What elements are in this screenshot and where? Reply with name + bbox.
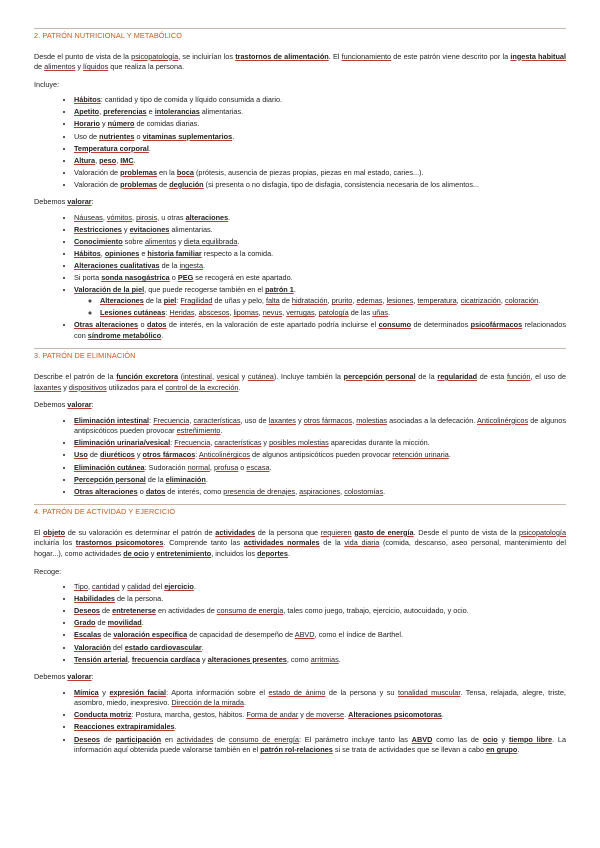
underlined-term: Náuseas bbox=[74, 213, 103, 223]
underlined-term: Heridas bbox=[169, 308, 195, 318]
underlined-term: función bbox=[506, 371, 531, 381]
key-term: Alteraciones bbox=[100, 296, 144, 306]
key-term: en grupo bbox=[486, 745, 518, 755]
key-term: sonda nasogástrica bbox=[101, 273, 170, 283]
underlined-term: estado de ánimo bbox=[268, 687, 326, 697]
underlined-term: Anticolinérgicos bbox=[198, 450, 251, 460]
list-item: • Tensión arterial, frecuencia cardíaca y alteraciones presentes, como arritmias. bbox=[74, 655, 566, 666]
key-term: Hábitos bbox=[74, 95, 101, 105]
underlined-term: alimentos bbox=[44, 62, 76, 72]
key-term: otros fármacos bbox=[142, 450, 196, 460]
underlined-term: uñas bbox=[372, 308, 389, 318]
key-term: peso bbox=[99, 155, 117, 165]
underlined-term: cutánea bbox=[247, 371, 274, 381]
key-term: expresión facial bbox=[109, 687, 167, 697]
list-item: • Eliminación urinaria/vesical: Frecuencia, características y posibles molestias aparecidas durante la micción. bbox=[74, 438, 566, 449]
key-term: historia familiar bbox=[147, 249, 202, 259]
underlined-term: presencia de drenajes bbox=[223, 486, 296, 496]
list-item: • Valoración de la piel, que puede recogerse también en el patrón 1. ◦ Alteraciones de la piel: Fragilidad de uñas y pelo, falta de hidratación, prurito, edemas, lesiones, temperatura, cicatrización, coloración. ◦ Lesiones cutáneas: Heridas, abscesos, lipomas, nevus, verrugas, patología de las uñas. bbox=[74, 285, 566, 318]
underlined-term: estreñimiento bbox=[176, 426, 221, 436]
list-item: • Mímica y expresión facial: Aporta información sobre el estado de ánimo de la persona y su tonalidad muscular. Tensa, relajada, alegre, triste, asombro, miedo, inexpresivo. Dirección de la mirada. bbox=[74, 688, 566, 709]
underlined-term: vida diaria bbox=[344, 538, 380, 548]
key-term: Alteraciones cualitativas bbox=[74, 261, 160, 271]
section-intro: Desde el punto de vista de la psicopatología, se incluirían los trastornos de alimentación. El funcionamiento de este patrón viene descrito por la ingesta habitual de alimentos y líquidos que realiza la persona. bbox=[34, 51, 567, 72]
key-term: piel bbox=[163, 296, 177, 306]
key-term: de ocio bbox=[123, 548, 149, 558]
key-term: Mímica bbox=[74, 687, 99, 697]
underlined-term: tonalidad muscular bbox=[398, 687, 461, 697]
key-term: opiniones bbox=[104, 249, 140, 259]
key-term: percepción personal bbox=[343, 371, 416, 381]
key-term: ocio bbox=[482, 734, 498, 744]
key-term: valoración específica bbox=[113, 630, 188, 640]
key-term: IMC bbox=[120, 155, 134, 165]
list-item: • Si porta sonda nasogástrica o PEG se recogerá en este apartado. bbox=[74, 273, 566, 284]
key-term: eliminación bbox=[165, 474, 206, 484]
list-item: ◦ Alteraciones de la piel: Fragilidad de uñas y pelo, falta de hidratación, prurito, edemas, lesiones, temperatura, cicatrización, coloración. bbox=[100, 296, 566, 307]
key-term: ingesta habitual bbox=[510, 51, 567, 61]
list-item: • Náuseas, vómitos, pirosis, u otras alteraciones. bbox=[74, 213, 566, 224]
section-intro: El objeto de su valoración es determinar el patrón de actividades de la persona que requieren gasto de energía. Desde el punto de vista de la psicopatología incluiría los trastornos psicomotores. Comprende tanto las actividades normales de la vida diaria (comida, descanso, aseo personal, mantenimiento del hogar...), como actividades de ocio y entretenimiento, incluidos los deportes. bbox=[34, 527, 566, 558]
key-term: Conducta motriz bbox=[74, 710, 132, 720]
key-term: alteraciones presentes bbox=[207, 654, 287, 664]
key-term: problemas bbox=[120, 179, 158, 189]
key-term: Horario bbox=[74, 119, 100, 129]
underlined-term: otros fármacos bbox=[303, 415, 353, 425]
section-title: 3. PATRÓN DE ELIMINACIÓN bbox=[34, 351, 136, 361]
key-term: Restricciones bbox=[74, 225, 122, 235]
list-item bbox=[74, 296, 566, 319]
key-term: Deseos bbox=[74, 734, 100, 744]
underlined-term: retención urinaria bbox=[392, 450, 449, 460]
key-term: objeto bbox=[43, 527, 66, 537]
list-item: • Reacciones extrapiramidales. bbox=[74, 722, 566, 733]
key-term: tiempo libre bbox=[508, 734, 553, 744]
key-term: entretenimiento bbox=[156, 548, 212, 558]
list-item: • Uso de diuréticos y otros fármacos: Anticolinérgicos de algunos antipsicóticos pueden provocar retención urinaria. bbox=[74, 450, 566, 461]
list-item: • Escalas de valoración específica de capacidad de desempeño de ABVD, como el índice de Barthel. bbox=[74, 630, 566, 641]
key-term: ejercicio bbox=[164, 582, 194, 592]
key-term: Eliminación intestinal bbox=[74, 415, 150, 425]
key-term: boca bbox=[176, 167, 194, 177]
underlined-term: Frecuencia bbox=[153, 415, 190, 425]
key-term: regularidad bbox=[437, 371, 478, 381]
value-list bbox=[34, 688, 566, 756]
list-item: • Apetito, preferencias e intolerancias alimentarias. bbox=[74, 107, 566, 118]
key-term: preferencias bbox=[103, 107, 147, 117]
key-term: frecuencia cardíaca bbox=[131, 654, 201, 664]
underlined-term: actividades bbox=[176, 734, 214, 744]
list-item: • Otras alteraciones o datos de interés, como presencia de drenajes, aspiraciones, colostomías. bbox=[74, 487, 566, 498]
key-term: participación bbox=[115, 734, 162, 744]
list-item: • Uso de nutrientes o vitaminas suplementarios. bbox=[74, 132, 566, 143]
key-term: valorar bbox=[67, 672, 92, 682]
key-term: Conocimiento bbox=[74, 237, 123, 247]
underlined-term: vómitos bbox=[106, 213, 133, 223]
key-term: actividades bbox=[215, 527, 256, 537]
underlined-term: pirosis bbox=[136, 213, 158, 223]
list-item: • Conducta motriz: Postura, marcha, gestos, hábitos. Forma de andar y de moverse. Alteraciones psicomotoras. bbox=[74, 710, 566, 721]
underlined-term: posibles molestias bbox=[269, 438, 329, 448]
key-term: ABVD bbox=[411, 734, 433, 744]
list-label: Debemos valorar: bbox=[34, 197, 94, 207]
key-term: Otras alteraciones bbox=[74, 320, 139, 330]
list-item: • Conocimiento sobre alimentos y dieta equilibrada. bbox=[74, 237, 566, 248]
underlined-term: aspiraciones bbox=[299, 486, 341, 496]
key-term: trastornos de alimentación bbox=[235, 51, 329, 61]
underlined-term: lipomas bbox=[233, 308, 259, 318]
underlined-term: molestias bbox=[356, 415, 388, 425]
key-term: datos bbox=[147, 320, 167, 330]
list-item: • Deseos de participación en actividades de consumo de energía: El parámetro incluye tanto las ABVD como las de ocio y tiempo libre. La información aquí obtenida puede valorarse también en el patrón rol-relaciones si se trata de actividades que se llevan a cabo en grupo. bbox=[74, 735, 566, 756]
list-label: Debemos valorar: bbox=[34, 400, 94, 410]
underlined-term: coloración bbox=[504, 296, 539, 306]
key-term: psicofármacos bbox=[470, 320, 523, 330]
list-item: • Grado de movilidad. bbox=[74, 618, 566, 629]
underlined-term: Tipo bbox=[74, 582, 88, 592]
underlined-term: cicatrización bbox=[460, 296, 501, 306]
list-item: • Habilidades de la persona. bbox=[74, 594, 566, 605]
key-term: entretenerse bbox=[112, 606, 156, 616]
key-term: Temperatura corporal bbox=[74, 143, 149, 153]
key-term: Valoración de la piel bbox=[74, 285, 145, 295]
key-term: función excretora bbox=[116, 371, 179, 381]
underlined-term: prurito bbox=[331, 296, 353, 306]
list-item: • Altura, peso, IMC. bbox=[74, 156, 566, 167]
list-item: • Tipo, cantidad y calidad del ejercicio. bbox=[74, 582, 566, 593]
underlined-term: Fragilidad bbox=[180, 296, 213, 306]
key-term: intolerancias bbox=[154, 107, 200, 117]
key-term: deportes bbox=[257, 548, 288, 558]
list-label: Incluye: bbox=[34, 79, 60, 89]
underlined-term: dispositivos bbox=[68, 382, 107, 392]
underlined-term: alimentos bbox=[144, 237, 177, 247]
underlined-term: Dirección de la mirada bbox=[171, 698, 244, 708]
key-term: patrón rol-relaciones bbox=[260, 745, 333, 755]
key-term: Uso bbox=[74, 450, 88, 460]
key-term: Grado bbox=[74, 618, 96, 628]
key-term: consumo bbox=[378, 320, 412, 330]
list-item: • Hábitos: cantidad y tipo de comida y líquido consumida a diario. bbox=[74, 95, 566, 106]
key-term: Otras alteraciones bbox=[74, 486, 138, 496]
value-list bbox=[34, 416, 566, 498]
list-item: • Eliminación cutánea: Sudoración normal, profusa o escasa. bbox=[74, 463, 566, 474]
list-item: • Eliminación intestinal: Frecuencia, características, uso de laxantes y otros fármacos, molestias asociadas a la defecación. Anticolinérgicos de algunos antipsicóticos pueden provocar estreñimiento. bbox=[74, 416, 566, 437]
underlined-term: hidratación bbox=[291, 296, 328, 306]
underlined-term: normal bbox=[187, 462, 210, 472]
key-term: vitaminas suplementarios bbox=[142, 131, 233, 141]
underlined-term: colostomías bbox=[344, 486, 384, 496]
list-item: • Alteraciones cualitativas de la ingesta. bbox=[74, 261, 566, 272]
key-term: Escalas bbox=[74, 630, 102, 640]
underlined-term: falta bbox=[265, 296, 280, 306]
key-term: estado cardiovascular bbox=[124, 642, 202, 652]
key-term: Eliminación urinaria/vesical bbox=[74, 438, 171, 448]
underlined-term: control de la excreción bbox=[165, 382, 239, 392]
underlined-term: funcionamiento bbox=[341, 51, 392, 61]
underlined-term: dieta equilibrada bbox=[183, 237, 238, 247]
underlined-term: nevus bbox=[262, 308, 283, 318]
underlined-term: escasa bbox=[246, 462, 270, 472]
underlined-term: características bbox=[193, 415, 241, 425]
key-term: número bbox=[107, 119, 135, 129]
list-item: • Percepción personal de la eliminación. bbox=[74, 475, 566, 486]
underlined-term: calidad bbox=[127, 582, 151, 592]
underlined-term: requieren bbox=[320, 527, 352, 537]
key-term: Percepción personal bbox=[74, 474, 146, 484]
key-term: Alteraciones psicomotoras bbox=[348, 710, 442, 720]
underlined-term: Forma de andar bbox=[246, 710, 299, 720]
underlined-term: verrugas bbox=[286, 308, 315, 318]
underlined-term: laxantes bbox=[268, 415, 296, 425]
underlined-term: consumo de energía bbox=[216, 606, 284, 616]
section bbox=[34, 504, 566, 755]
value-list bbox=[34, 213, 566, 341]
include-list bbox=[34, 95, 566, 190]
key-term: problemas bbox=[120, 167, 158, 177]
underlined-term: profusa bbox=[213, 462, 239, 472]
key-term: patrón 1 bbox=[265, 285, 294, 295]
underlined-term: psicopatología bbox=[131, 51, 179, 61]
section-title: 2. PATRÓN NUTRICIONAL Y METABÓLICO bbox=[34, 31, 183, 40]
key-term: Deseos bbox=[74, 606, 100, 616]
list-item: • Valoración del estado cardiovascular. bbox=[74, 643, 566, 654]
key-term: diuréticos bbox=[99, 450, 135, 460]
underlined-term: abscesos bbox=[198, 308, 230, 318]
underlined-term: vesical bbox=[216, 371, 239, 381]
underlined-term: intestinal bbox=[183, 371, 212, 381]
list-label: Recoge: bbox=[34, 566, 62, 576]
underlined-term: arritmias bbox=[310, 654, 339, 664]
section bbox=[34, 28, 566, 341]
underlined-term: ingesta bbox=[179, 261, 203, 271]
section-title: 4. PATRÓN DE ACTIVIDAD Y EJERCICIO bbox=[34, 507, 176, 517]
key-term: PEG bbox=[177, 273, 194, 283]
section bbox=[34, 348, 566, 497]
key-term: Reacciones extrapiramidales bbox=[74, 722, 175, 732]
underlined-term: edemas bbox=[356, 296, 383, 306]
underlined-term: cantidad bbox=[92, 582, 120, 592]
underlined-term: Frecuencia bbox=[174, 438, 211, 448]
underlined-term: laxantes bbox=[34, 382, 62, 392]
key-term: actividades normales bbox=[243, 538, 320, 548]
list-item: • Deseos de entretenerse en actividades de consumo de energía, tales como juego, trabajo, ejercicio, autocuidado, y ocio. bbox=[74, 606, 566, 617]
underlined-term: de moverse bbox=[305, 710, 345, 720]
key-term: nutrientes bbox=[99, 131, 135, 141]
list-item: • Valoración de problemas de deglución (si presenta o no disfagia, tipo de disfagia, consistencia necesaria de los alimentos... bbox=[74, 180, 566, 191]
key-term: Eliminación cutánea bbox=[74, 462, 145, 472]
key-term: síndrome metabólico bbox=[87, 330, 162, 340]
key-term: alteraciones bbox=[185, 213, 229, 223]
section-intro: Describe el patrón de la función excretora (intestinal, vesical y cutánea). Incluye también la percepción personal de la regularidad de esta función, el uso de laxantes y dispositivos utilizados para el control de la excreción. bbox=[34, 371, 567, 392]
list-item: • Temperatura corporal. bbox=[74, 144, 566, 155]
include-list bbox=[34, 582, 566, 665]
underlined-term: Anticolinérgicos bbox=[477, 415, 529, 425]
key-term: gasto de energía bbox=[354, 527, 414, 537]
key-term: valorar bbox=[67, 400, 92, 410]
key-term: evitaciones bbox=[129, 225, 170, 235]
key-term: Lesiones cutáneas bbox=[100, 308, 166, 318]
key-term: Altura bbox=[74, 155, 96, 165]
underlined-term: características bbox=[214, 438, 262, 448]
underlined-term: psicopatología bbox=[518, 527, 566, 537]
underlined-term: temperatura bbox=[417, 296, 457, 306]
key-term: Hábitos bbox=[74, 249, 101, 259]
key-term: trastornos psicomotores bbox=[75, 538, 164, 548]
key-term: movilidad bbox=[107, 618, 142, 628]
key-term: Habilidades bbox=[74, 594, 115, 604]
list-item: ◦ Lesiones cutáneas: Heridas, abscesos, lipomas, nevus, verrugas, patología de las uñas. bbox=[100, 308, 566, 319]
list-item: • Restricciones y evitaciones alimentarias. bbox=[74, 225, 566, 236]
list-label: Debemos valorar: bbox=[34, 672, 94, 682]
underlined-term: líquidos bbox=[83, 62, 109, 72]
list-item: • Horario y número de comidas diarias. bbox=[74, 119, 566, 130]
key-term: Valoración bbox=[74, 642, 111, 652]
underlined-term: consumo de energía bbox=[228, 734, 299, 744]
key-term: Apetito bbox=[74, 107, 100, 117]
key-term: datos bbox=[145, 486, 166, 496]
underlined-term: lesiones bbox=[386, 296, 414, 306]
underlined-term: patología bbox=[318, 308, 349, 318]
key-term: valorar bbox=[67, 197, 92, 207]
underlined-term: ABVD bbox=[294, 630, 315, 640]
list-item: • Otras alteraciones o datos de interés, en la valoración de este apartado podría incluirse el consumo de determinados psicofármacos relacionados con síndrome metabólico. bbox=[74, 320, 566, 341]
list-item: • Valoración de problemas en la boca (prótesis, ausencia de piezas propias, piezas en mal estado, caries...). bbox=[74, 168, 566, 179]
list-item: • Hábitos, opiniones e historia familiar respecto a la comida. bbox=[74, 249, 566, 260]
key-term: Tensión arterial bbox=[74, 654, 128, 664]
key-term: deglución bbox=[169, 179, 204, 189]
